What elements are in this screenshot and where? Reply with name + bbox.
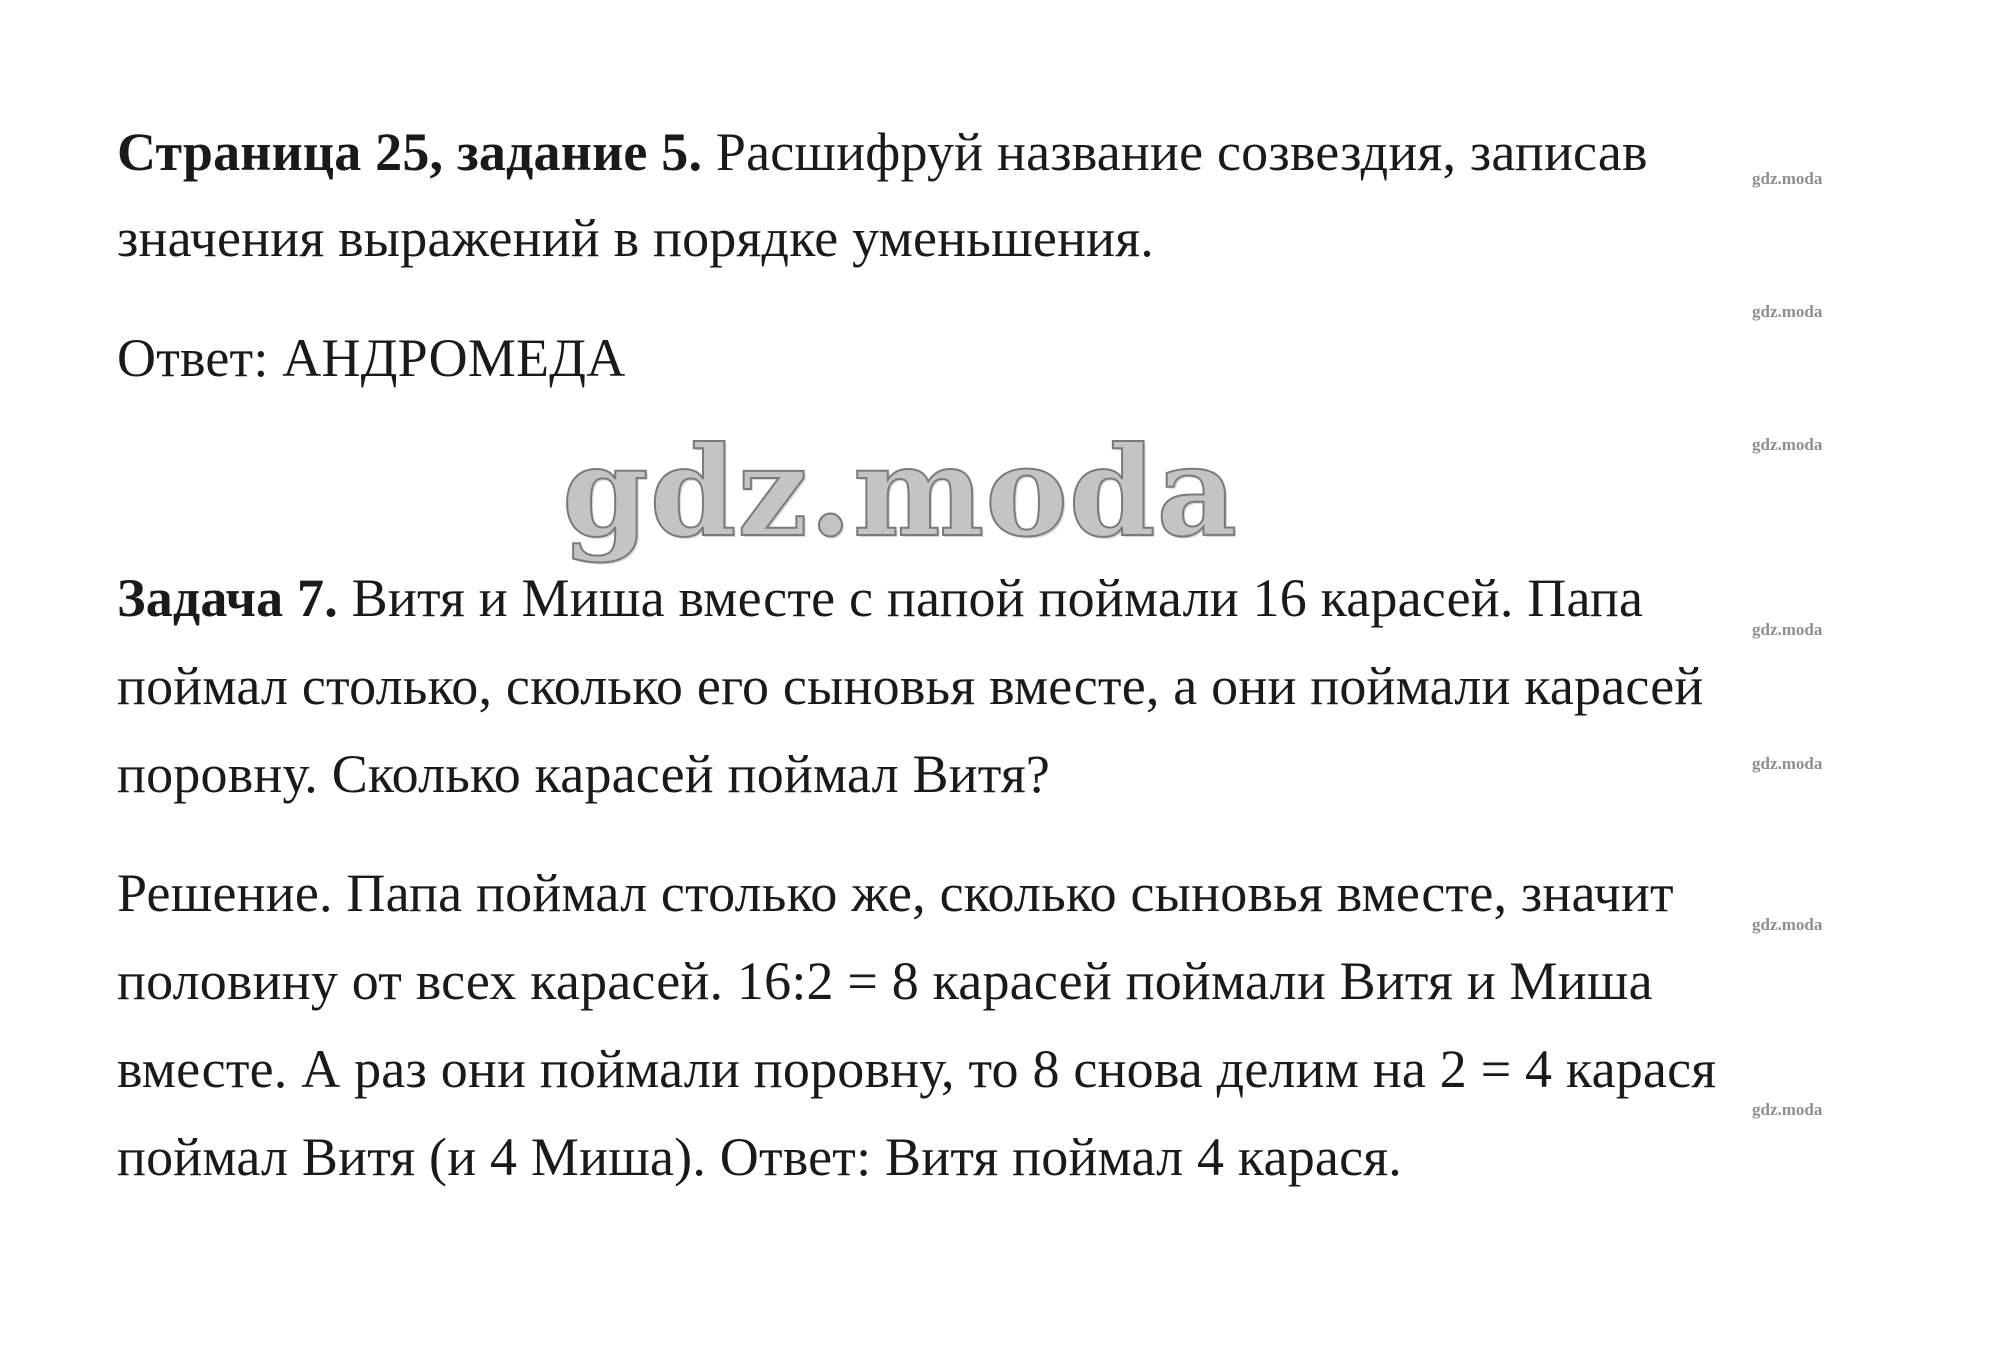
task5-line-2: значения выражений в порядке уменьшения.	[117, 208, 1155, 268]
watermark-small: gdz.moda	[1752, 754, 1823, 773]
watermark-small: gdz.moda	[1752, 1100, 1823, 1119]
task7-text-1: Витя и Миша вместе с папой поймали 16 карасей. Папа	[337, 568, 1644, 628]
watermark-small: gdz.moda	[1752, 435, 1823, 454]
solution-line-2: половину от всех карасей. 16:2 = 8 карасей поймали Витя и Миша	[117, 951, 1653, 1011]
task5-label: Страница 25, задание 5.	[117, 122, 703, 182]
watermark-small: gdz.moda	[1752, 302, 1823, 321]
task5-text-1: Расшифруй название созвездия, записав	[702, 122, 1648, 182]
task7-line-1	[117, 565, 1643, 631]
watermark-small: gdz.moda	[1752, 915, 1823, 934]
task7-line-3: поровну. Сколько карасей поймал Витя?	[117, 744, 1051, 804]
task5-answer: Ответ: АНДРОМЕДА	[117, 328, 626, 388]
solution-line-4: поймал Витя (и 4 Миша). Ответ: Витя поймал 4 карася.	[117, 1127, 1402, 1187]
task7-label: Задача 7.	[117, 568, 338, 628]
solution-line-1: Решение. Папа поймал столько же, сколько сыновья вместе, значит	[117, 863, 1674, 923]
watermark-small: gdz.moda	[1752, 620, 1823, 639]
watermark-logo: gdz.moda	[562, 420, 1238, 565]
solution-line-3: вместе. А раз они поймали поровну, то 8 снова делим на 2 = 4 карася	[117, 1039, 1717, 1099]
task7-line-2: поймал столько, сколько его сыновья вместе, а они поймали карасей	[117, 656, 1704, 716]
task5-line-1	[117, 119, 1648, 185]
watermark-small: gdz.moda	[1752, 169, 1823, 188]
